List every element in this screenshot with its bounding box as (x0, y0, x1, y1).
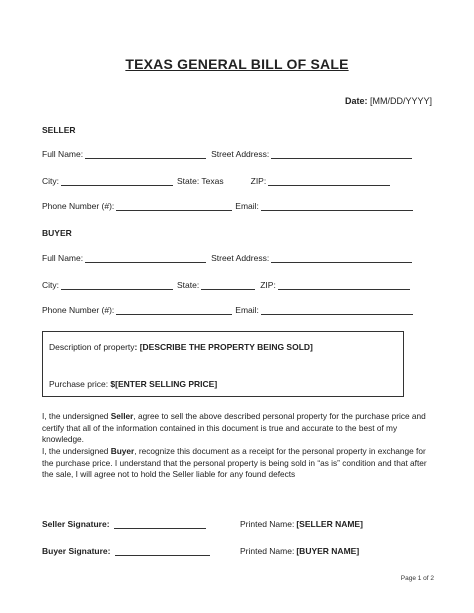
buyer-printed-name (240, 546, 359, 556)
buyer-statement-role: Buyer (110, 446, 135, 456)
buyer-state-field[interactable] (201, 280, 255, 290)
buyer-signature-row (42, 546, 212, 556)
buyer-statement-pre: I, the undersigned (42, 446, 111, 456)
buyer-full-name-label: Full Name: (42, 253, 84, 263)
seller-name-row (42, 149, 414, 159)
property-description[interactable] (49, 342, 313, 352)
buyer-city-field[interactable] (61, 280, 173, 290)
seller-phone-label: Phone Number (#): (42, 201, 115, 211)
seller-email-label: Email: (235, 201, 259, 211)
buyer-full-name-field[interactable] (85, 253, 206, 263)
seller-zip-field[interactable] (268, 176, 390, 186)
buyer-state-label: State: (177, 280, 200, 290)
property-box (42, 331, 404, 397)
buyer-zip-field[interactable] (278, 280, 410, 290)
buyer-statement-post: , recognize this document as a receipt for the personal property in exchange for the purchase price. I understand that the personal property is being sold in “as is” condition and that after the sale, I will agree not to hold the Seller liable for any found defects (42, 446, 427, 480)
seller-signature-label: Seller Signature: (42, 519, 110, 529)
purchase-price-value: $[ENTER SELLING PRICE] (110, 379, 218, 389)
buyer-email-field[interactable] (261, 305, 413, 315)
buyer-street-address-field[interactable] (271, 253, 412, 263)
buyer-email-label: Email: (235, 305, 259, 315)
seller-statement-role: Seller (110, 411, 134, 421)
buyer-heading: BUYER (42, 228, 72, 238)
seller-printed-name-value[interactable]: [SELLER NAME] (296, 519, 363, 529)
buyer-city-row (42, 280, 412, 290)
seller-street-address-field[interactable] (271, 149, 412, 159)
document-title: TEXAS GENERAL BILL OF SALE (125, 56, 349, 72)
buyer-zip-label: ZIP: (260, 280, 276, 290)
seller-heading: SELLER (42, 125, 76, 135)
seller-city-label: City: (42, 176, 59, 186)
seller-full-name-field[interactable] (85, 149, 206, 159)
seller-statement-pre: I, the undersigned (42, 411, 111, 421)
buyer-contact-row (42, 305, 415, 315)
seller-statement (42, 411, 438, 446)
date-label: Date: (344, 96, 368, 106)
seller-signature-row (42, 519, 208, 529)
buyer-statement (42, 446, 438, 481)
property-description-value: : [DESCRIBE THE PROPERTY BEING SOLD] (134, 342, 313, 352)
seller-signature-field[interactable] (114, 519, 206, 529)
purchase-price[interactable] (49, 379, 217, 389)
buyer-phone-field[interactable] (116, 305, 232, 315)
seller-zip-label: ZIP: (250, 176, 267, 186)
buyer-printed-name-label: Printed Name: (240, 546, 295, 556)
seller-full-name-label: Full Name: (42, 149, 84, 159)
seller-city-row (42, 176, 392, 186)
purchase-price-label: Purchase price: (49, 379, 111, 389)
buyer-name-row (42, 253, 414, 263)
property-description-label: Description of property (49, 342, 135, 352)
seller-statement-post: , agree to sell the above described personal property for the purchase price and certify that all of the information contained in this document is true and accurate to the best of my knowledge. (42, 411, 426, 445)
page-number: Page 1 of 2 (400, 575, 434, 582)
seller-printed-name-label: Printed Name: (240, 519, 295, 529)
seller-printed-name (240, 519, 363, 529)
buyer-printed-name-value[interactable]: [BUYER NAME] (296, 546, 360, 556)
date-value[interactable]: [MM/DD/YYYY] (369, 96, 432, 106)
buyer-city-label: City: (42, 280, 59, 290)
seller-email-field[interactable] (261, 201, 413, 211)
buyer-street-address-label: Street Address: (211, 253, 270, 263)
seller-street-address-label: Street Address: (211, 149, 270, 159)
seller-state-label: State: Texas (177, 176, 224, 186)
seller-contact-row (42, 201, 415, 211)
buyer-signature-label: Buyer Signature: (42, 546, 111, 556)
buyer-phone-label: Phone Number (#): (42, 305, 115, 315)
seller-phone-field[interactable] (116, 201, 232, 211)
buyer-signature-field[interactable] (115, 546, 210, 556)
date-field (345, 96, 432, 106)
seller-city-field[interactable] (61, 176, 173, 186)
